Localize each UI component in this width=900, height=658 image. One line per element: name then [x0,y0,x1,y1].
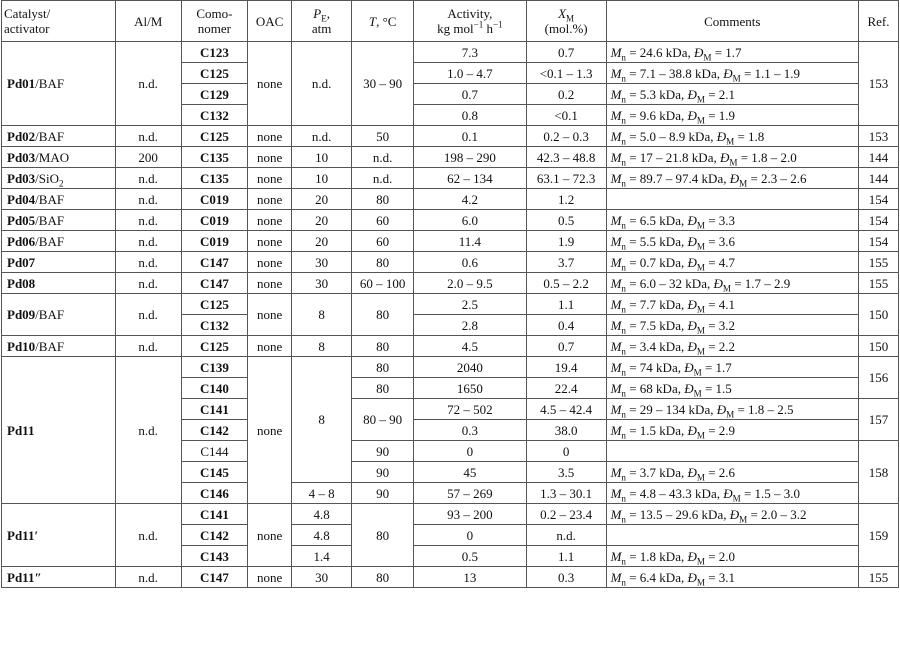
oac-cell: none [248,210,292,231]
comment-cell: $M_n = 89.7 - 97.4$ kDa, $Đ_M = 2.3 - 2.6$ [606,168,858,189]
xm-cell: 0.3 [526,567,606,588]
ref-cell: 144 [858,147,898,168]
comment-cell: $M_n = 9.6$ kDa, $Đ_M = 1.9$ [606,105,858,126]
temp-cell: 80 [352,357,414,378]
al-m-cell: n.d. [115,168,181,189]
comonomer-cell: C142 [181,420,247,441]
temp-cell: 60 [352,210,414,231]
comonomer-cell: C125 [181,336,247,357]
table-row [2,336,899,357]
oac-cell: none [248,231,292,252]
comment-cell: $M_n = 5.5$ kDa, $Đ_M = 3.6$ [606,231,858,252]
xm-cell: n.d. [526,525,606,546]
al-m-cell: n.d. [115,504,181,567]
pe-cell: 10 [292,168,352,189]
pe-cell: 30 [292,567,352,588]
xm-cell: 38.0 [526,420,606,441]
xm-cell: 1.3 – 30.1 [526,483,606,504]
table-row [2,126,899,147]
pe-cell: 30 [292,252,352,273]
table-row [2,273,899,294]
oac-cell: none [248,336,292,357]
al-m-cell: n.d. [115,126,181,147]
header-comments: Comments [606,1,858,42]
activity-cell: 0.6 [414,252,527,273]
activity-cell: 4.5 [414,336,527,357]
pe-cell: 20 [292,210,352,231]
activity-cell: 93 – 200 [414,504,527,525]
comment-cell: $M_n = 13.5 - 29.6$ kDa, $Đ_M = 2.0 - 3.2$ [606,504,858,525]
table-row [2,189,899,210]
xm-cell: 1.2 [526,189,606,210]
comment-cell: $M_n = 7.5$ kDa, $Đ_M = 3.2$ [606,315,858,336]
xm-cell: 0.5 [526,210,606,231]
oac-cell: none [248,42,292,126]
pe-cell: 4 – 8 [292,483,352,504]
activity-cell: 0 [414,441,527,462]
activity-cell: 4.2 [414,189,527,210]
xm-cell: 22.4 [526,378,606,399]
ref-cell: 155 [858,252,898,273]
oac-cell: none [248,504,292,567]
al-m-cell: n.d. [115,231,181,252]
temp-cell: 90 [352,462,414,483]
temp-cell: 80 [352,252,414,273]
catalyst-cell: Pd09/BAF [2,294,116,336]
comment-cell [606,525,858,546]
comonomer-cell: C132 [181,315,247,336]
al-m-cell: n.d. [115,210,181,231]
comment-cell: $M_n = 0.7$ kDa, $Đ_M = 4.7$ [606,252,858,273]
pe-cell: n.d. [292,42,352,126]
catalyst-cell: Pd11 [2,357,116,504]
temp-cell: 50 [352,126,414,147]
xm-cell: 63.1 – 72.3 [526,168,606,189]
comment-cell: $M_n = 3.7$ kDa, $Đ_M = 2.6$ [606,462,858,483]
oac-cell: none [248,168,292,189]
comonomer-cell: C125 [181,126,247,147]
activity-cell: 198 – 290 [414,147,527,168]
comonomer-cell: C132 [181,105,247,126]
al-m-cell: n.d. [115,336,181,357]
al-m-cell: n.d. [115,357,181,504]
activity-cell: 0.1 [414,126,527,147]
oac-cell: none [248,357,292,504]
comment-cell: $M_n = 7.1 - 38.8$ kDa, $Đ_M = 1.1 - 1.9$ [606,63,858,84]
comonomer-cell: C146 [181,483,247,504]
ref-cell: 150 [858,294,898,336]
ref-cell: 156 [858,357,898,399]
catalyst-cell: Pd03/SiO$_2$ [2,168,116,189]
comonomer-cell: C144 [181,441,247,462]
header-pe: $P_E$, atm [292,1,352,42]
comment-cell: $M_n = 17 - 21.8$ kDa, $Đ_M = 1.8 - 2.0$ [606,147,858,168]
activity-cell: 2.8 [414,315,527,336]
header-oac: OAC [248,1,292,42]
catalyst-cell: Pd07 [2,252,116,273]
al-m-cell: n.d. [115,294,181,336]
al-m-cell: n.d. [115,273,181,294]
catalyst-cell: Pd11″ [2,567,116,588]
ref-cell: 155 [858,567,898,588]
comonomer-cell: C125 [181,63,247,84]
comment-cell: $M_n = 5.0 - 8.9$ kDa, $Đ_M = 1.8$ [606,126,858,147]
activity-cell: 2040 [414,357,527,378]
comonomer-cell: C129 [181,84,247,105]
xm-cell: 0.4 [526,315,606,336]
ref-cell: 153 [858,42,898,126]
comment-cell: $M_n = 74$ kDa, $Đ_M = 1.7$ [606,357,858,378]
comonomer-cell: C019 [181,231,247,252]
oac-cell: none [248,567,292,588]
catalyst-table [1,0,899,588]
activity-cell: 0.8 [414,105,527,126]
comment-cell: $M_n = 29 - 134$ kDa, $Đ_M = 1.8 - 2.5$ [606,399,858,420]
xm-cell: 42.3 – 48.8 [526,147,606,168]
header-temp: T, °C [352,1,414,42]
xm-cell: <0.1 [526,105,606,126]
xm-cell: 1.1 [526,546,606,567]
temp-cell: n.d. [352,168,414,189]
oac-cell: none [248,126,292,147]
catalyst-cell: Pd03/MAO [2,147,116,168]
pe-cell: 8 [292,336,352,357]
temp-cell: 30 – 90 [352,42,414,126]
temp-cell: 90 [352,483,414,504]
comonomer-cell: C019 [181,189,247,210]
xm-cell: 0.5 – 2.2 [526,273,606,294]
comment-cell [606,189,858,210]
table-row [2,252,899,273]
comment-cell: $M_n = 24.6$ kDa, $Đ_M = 1.7$ [606,42,858,63]
header-xm: $X_M$ (mol.%) [526,1,606,42]
xm-cell: 0.7 [526,42,606,63]
oac-cell: none [248,147,292,168]
table-row [2,567,899,588]
pe-cell: 10 [292,147,352,168]
ref-cell: 144 [858,168,898,189]
ref-cell: 155 [858,273,898,294]
activity-cell: 62 – 134 [414,168,527,189]
ref-cell: 158 [858,441,898,504]
comonomer-cell: C145 [181,462,247,483]
comment-cell: $M_n = 1.5$ kDa, $Đ_M = 2.9$ [606,420,858,441]
temp-cell: 80 [352,336,414,357]
table-row [2,147,899,168]
temp-cell: 60 – 100 [352,273,414,294]
comonomer-cell: C147 [181,567,247,588]
pe-cell: 30 [292,273,352,294]
comment-cell: $M_n = 6.5$ kDa, $Đ_M = 3.3$ [606,210,858,231]
al-m-cell: n.d. [115,252,181,273]
header-catalyst: Catalyst/ activator [2,1,116,42]
table-row [2,168,899,189]
table-row [2,42,899,63]
catalyst-cell: Pd04/BAF [2,189,116,210]
temp-cell: 80 [352,378,414,399]
activity-cell: 0.7 [414,84,527,105]
activity-cell: 2.5 [414,294,527,315]
activity-cell: 45 [414,462,527,483]
comment-cell: $M_n = 6.4$ kDa, $Đ_M = 3.1$ [606,567,858,588]
pe-cell: 4.8 [292,504,352,525]
catalyst-cell: Pd08 [2,273,116,294]
comment-cell: $M_n = 5.3$ kDa, $Đ_M = 2.1$ [606,84,858,105]
activity-cell: 0 [414,525,527,546]
comonomer-cell: C140 [181,378,247,399]
table-row [2,231,899,252]
comment-cell: $M_n = 4.8 - 43.3$ kDa, $Đ_M = 1.5 - 3.0$ [606,483,858,504]
xm-cell: 0.2 [526,84,606,105]
comment-cell [606,441,858,462]
xm-cell: 0.2 – 23.4 [526,504,606,525]
activity-cell: 1.0 – 4.7 [414,63,527,84]
comonomer-cell: C142 [181,525,247,546]
temp-cell: 80 [352,189,414,210]
temp-cell: 80 [352,504,414,567]
pe-cell: 1.4 [292,546,352,567]
comonomer-cell: C019 [181,210,247,231]
pe-cell: 20 [292,231,352,252]
comment-cell: $M_n = 6.0 - 32$ kDa, $Đ_M = 1.7 - 2.9$ [606,273,858,294]
ref-cell: 154 [858,189,898,210]
pe-cell: 4.8 [292,525,352,546]
activity-cell: 2.0 – 9.5 [414,273,527,294]
temp-cell: 60 [352,231,414,252]
activity-cell: 13 [414,567,527,588]
comonomer-cell: C141 [181,504,247,525]
ref-cell: 153 [858,126,898,147]
activity-cell: 6.0 [414,210,527,231]
ref-cell: 150 [858,336,898,357]
pe-cell: 20 [292,189,352,210]
table-row [2,504,899,525]
comonomer-cell: C147 [181,252,247,273]
comonomer-cell: C123 [181,42,247,63]
ref-cell: 154 [858,231,898,252]
xm-cell: 1.9 [526,231,606,252]
comonomer-cell: C141 [181,399,247,420]
ref-cell: 154 [858,210,898,231]
xm-cell: 19.4 [526,357,606,378]
comonomer-cell: C139 [181,357,247,378]
al-m-cell: n.d. [115,567,181,588]
ref-cell: 157 [858,399,898,441]
activity-cell: 57 – 269 [414,483,527,504]
header-al-m: Al/M [115,1,181,42]
xm-cell: 3.5 [526,462,606,483]
al-m-cell: 200 [115,147,181,168]
xm-cell: 4.5 – 42.4 [526,399,606,420]
oac-cell: none [248,189,292,210]
pe-cell: 8 [292,357,352,483]
activity-cell: 11.4 [414,231,527,252]
table-row [2,294,899,315]
activity-cell: 0.5 [414,546,527,567]
catalyst-cell: Pd02/BAF [2,126,116,147]
xm-cell: 1.1 [526,294,606,315]
comonomer-cell: C125 [181,294,247,315]
catalyst-cell: Pd11′ [2,504,116,567]
xm-cell: 3.7 [526,252,606,273]
xm-cell: <0.1 – 1.3 [526,63,606,84]
activity-cell: 7.3 [414,42,527,63]
comment-cell: $M_n = 68$ kDa, $Đ_M = 1.5$ [606,378,858,399]
temp-cell: 90 [352,441,414,462]
temp-cell: 80 – 90 [352,399,414,441]
xm-cell: 0 [526,441,606,462]
oac-cell: none [248,294,292,336]
al-m-cell: n.d. [115,42,181,126]
temp-cell: 80 [352,294,414,336]
comment-cell: $M_n = 1.8$ kDa, $Đ_M = 2.0$ [606,546,858,567]
pe-cell: 8 [292,294,352,336]
comment-cell: $M_n = 7.7$ kDa, $Đ_M = 4.1$ [606,294,858,315]
temp-cell: 80 [352,567,414,588]
header-activity: Activity, kg mol$^{-1}$ $h^{-1}$ [414,1,527,42]
catalyst-cell: Pd06/BAF [2,231,116,252]
activity-cell: 1650 [414,378,527,399]
header-comonomer: Como- nomer [181,1,247,42]
catalyst-cell: Pd01/BAF [2,42,116,126]
ref-cell: 159 [858,504,898,567]
comonomer-cell: C147 [181,273,247,294]
table-row [2,357,899,378]
comment-cell: $M_n = 3.4$ kDa, $Đ_M = 2.2$ [606,336,858,357]
pe-cell: n.d. [292,126,352,147]
activity-cell: 0.3 [414,420,527,441]
comonomer-cell: C135 [181,168,247,189]
oac-cell: none [248,273,292,294]
catalyst-cell: Pd05/BAF [2,210,116,231]
table-row [2,210,899,231]
activity-cell: 72 – 502 [414,399,527,420]
comonomer-cell: C143 [181,546,247,567]
oac-cell: none [248,252,292,273]
header-ref: Ref. [858,1,898,42]
xm-cell: 0.7 [526,336,606,357]
header-row [2,1,899,42]
temp-cell: n.d. [352,147,414,168]
catalyst-cell: Pd10/BAF [2,336,116,357]
xm-cell: 0.2 – 0.3 [526,126,606,147]
comonomer-cell: C135 [181,147,247,168]
al-m-cell: n.d. [115,189,181,210]
